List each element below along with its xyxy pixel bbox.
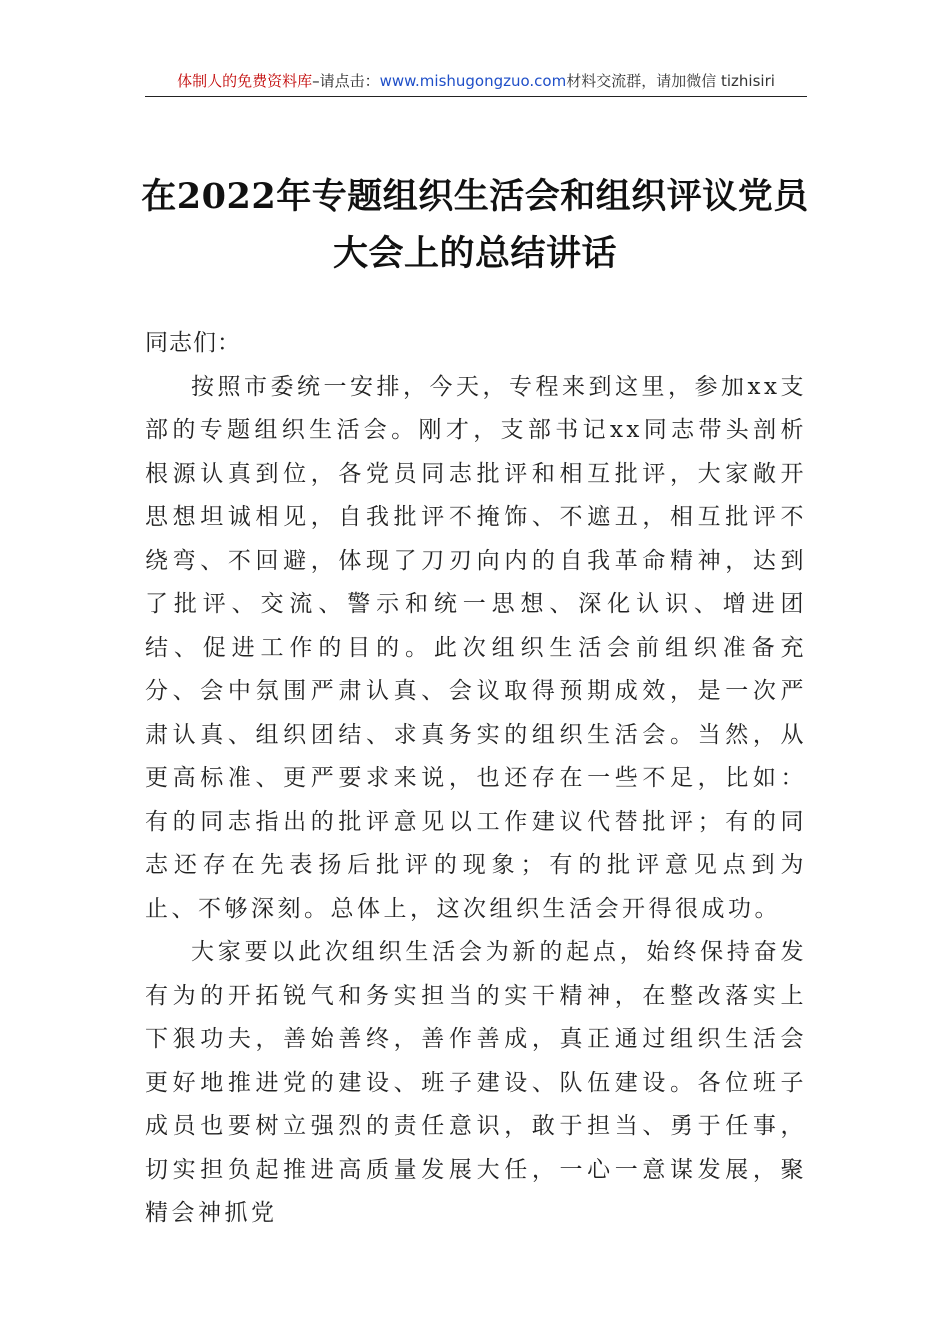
title-line-1: 在2022年专题组织生活会和组织评议党员 [141, 176, 809, 217]
header-url-link[interactable]: www.mishugongzuo.com [379, 72, 567, 90]
document-title [120, 168, 830, 282]
header-brand: 体制人的免费资料库 [177, 72, 313, 90]
header-prompt: –请点击： [312, 72, 380, 90]
paragraph-2: 大家要以此次组织生活会为新的起点，始终保持奋发有为的开拓锐气和务实担当的实干精神，在整改落实上下狠功夫，善始善终，善作善成，真正通过组织生活会更好地推进党的建设、班子建设、队伍建设。各位班子成员也要树立强烈的责任意识，敢于担当、勇于任事，切实担负起推进高质量发展大任，一心一意谋发展，聚精会神抓党 [145, 939, 807, 1226]
page-header [145, 68, 807, 97]
document-body [145, 322, 807, 1236]
header-contact: 材料交流群，请加微信 tizhisiri [566, 72, 775, 90]
title-line-2: 大会上的总结讲话 [332, 233, 617, 274]
paragraph-1: 按照市委统一安排，今天，专程来到这里，参加xx支部的专题组织生活会。刚才，支部书记xx同志带头剖析根源认真到位，各党员同志批评和相互批评，大家敞开思想坦诚相见，自我批评不掩饰、不遮丑，相互批评不绕弯、不回避，体现了刀刃向内的自我革命精神，达到了批评、交流、警示和统一思想、深化认识、增进团结、促进工作的目的。此次组织生活会前组织准备充分、会中氛围严肃认真、会议取得预期成效，是一次严肃认真、组织团结、求真务实的组织生活会。当然，从更高标准、更严要求来说，也还存在一些不足，比如：有的同志指出的批评意见以工作建议代替批评；有的同志还存在先表扬后批评的现象；有的批评意见点到为止、不够深刻。总体上，这次组织生活会开得很成功。 [145, 373, 807, 922]
salutation: 同志们： [145, 330, 241, 356]
